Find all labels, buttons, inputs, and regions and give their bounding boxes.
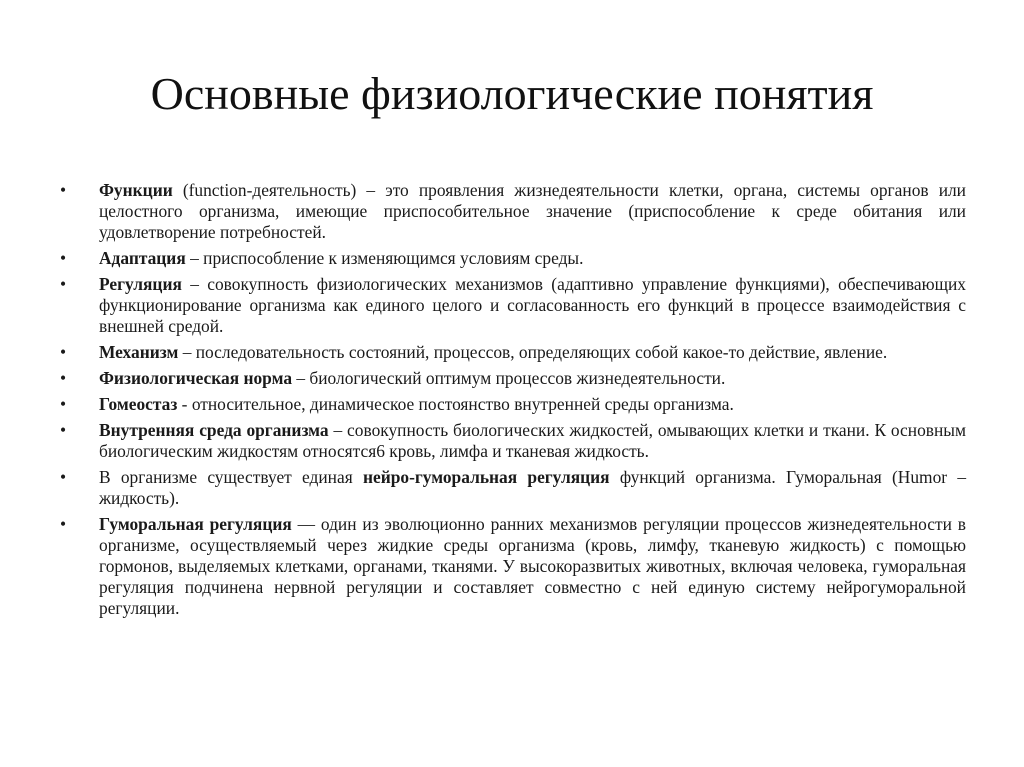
bullet-icon: • [60,514,67,534]
bullet-icon: • [60,467,67,487]
definition-item [60,180,966,243]
definition-term: Гомеостаз [99,394,178,414]
definition-text: – совокупность физиологических механизмов (адаптивно управление функциями), обеспечивающих функционирование организма как единого целого и согласованность его функций в процессе взаимодействия с внешней средой. [99,274,966,336]
definition-term: Регуляция [99,274,182,294]
definition-text: – приспособление к изменяющимся условиям среды. [185,248,584,268]
slide-title: Основные физиологические понятия [150,68,874,119]
definition-item [60,274,966,337]
definition-item [60,514,966,619]
bullet-icon: • [60,420,67,440]
definition-item [60,467,966,509]
bullet-icon: • [60,274,67,294]
definition-term: нейро-гуморальная регуляция [362,467,610,487]
definition-text: – последовательность состояний, процессов, определяющих собой какое-то действие, явление. [178,342,888,362]
bullet-icon: • [60,342,67,362]
definition-item [60,394,966,415]
definition-text: — один из эволюционно ранних механизмов регуляции процессов жизнедеятельности в организме, осуществляемый через жидкие среды организма (кровь, лимфу, тканевую жидкость) с помощью гормонов, выделяемых клетками, органами, тканями. У высокоразвитых животных, включая человека, гуморальная регуляция подчинена нервной регуляции и составляет совместно с ней единую систему нейрогуморальной регуляции. [99,514,966,618]
definition-text: В организме существует единая [99,467,363,487]
definition-term: Функции [99,180,173,200]
definition-term: Механизм [99,342,179,362]
bullet-icon: • [60,180,67,200]
definition-text: функций организма. Гуморальная (Humor – жидкость). [99,467,967,508]
bullet-icon: • [60,248,67,268]
definition-item [60,368,966,389]
definition-term: Внутренняя среда организма [99,420,329,440]
definition-term: Гуморальная регуляция [99,514,292,534]
definition-item [60,342,966,363]
definition-item [60,248,966,269]
definition-term: Физиологическая норма [99,368,293,388]
definitions-list [60,180,966,624]
definition-text: – совокупность биологических жидкостей, омывающих клетки и ткани. К основным биологическим жидкостям относятся6 кровь, лимфа и тканевая жидкость. [99,420,966,461]
definition-text: – биологический оптимум процессов жизнедеятельности. [292,368,726,388]
definition-text: - относительное, динамическое постоянство внутренней среды организма. [177,394,734,414]
bullet-icon: • [60,368,67,388]
bullet-icon: • [60,394,67,414]
definition-text: (function-деятельность) – это проявления жизнедеятельности клетки, органа, системы органов или целостного организма, имеющие приспособительное значение (приспособление к среде обитания или удовлетворение потребностей. [99,180,966,242]
definition-item [60,420,966,462]
definition-term: Адаптация [99,248,186,268]
